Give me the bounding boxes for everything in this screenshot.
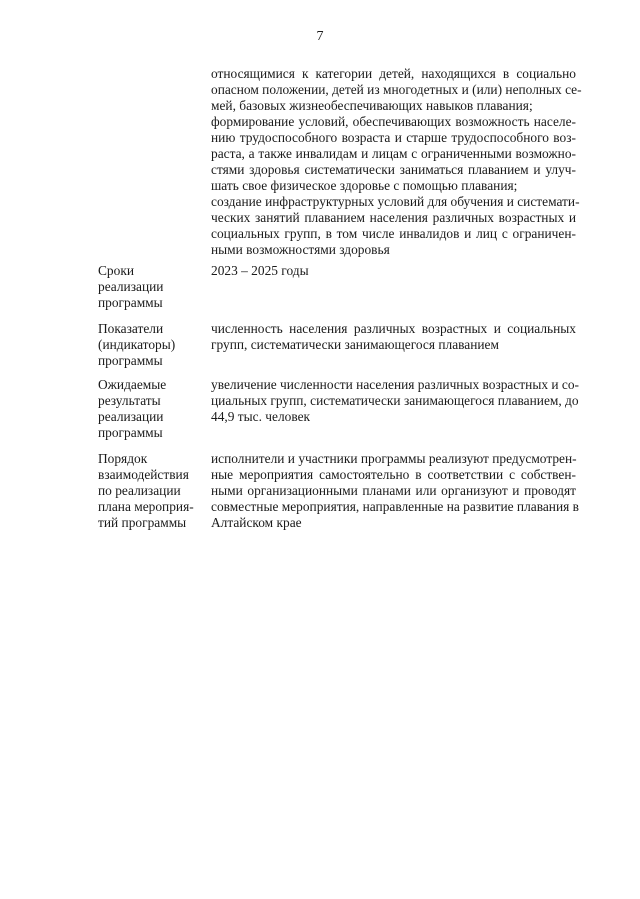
results-label-line: Ожидаемые xyxy=(98,377,167,392)
intro-line: ными возможностями здоровья xyxy=(211,242,390,257)
indicators-label-line: (индикаторы) xyxy=(98,337,176,352)
interaction-label-line: взаимодействия xyxy=(98,467,189,482)
results-label-line: результаты xyxy=(98,393,161,408)
intro-line: раста, а также инвалидам и лицам с ограниченными возможно- xyxy=(211,146,576,161)
intro-line: опасном положении, детей из многодетных и (или) неполных се- xyxy=(211,82,582,97)
interaction-value-line: совместные мероприятия, направленные на развитие плавания в xyxy=(211,499,579,514)
intro-line: стями здоровья систематически заниматься плаванием и улуч- xyxy=(211,162,576,177)
interaction-value-line: Алтайском крае xyxy=(211,515,302,530)
period-label-line: реализации xyxy=(98,279,164,294)
period-label-line: программы xyxy=(98,295,163,310)
interaction-value-line: ными организационными планами или организуют и проводят xyxy=(211,483,576,498)
intro-line: шать свое физическое здоровье с помощью плавания; xyxy=(211,178,518,193)
intro-line: мей, базовых жизнеобеспечивающих навыков плавания; xyxy=(211,98,533,113)
interaction-label-line: тий программы xyxy=(98,515,187,530)
intro-line: создание инфраструктурных условий для обучения и системати- xyxy=(211,194,580,209)
intro-line: нию трудоспособного возраста и старше трудоспособного воз- xyxy=(211,130,576,145)
results-label-line: программы xyxy=(98,425,163,440)
intro-line: относящимися к категории детей, находящихся в социально xyxy=(211,66,576,81)
interaction-value-line: ные мероприятия самостоятельно в соответствии с собствен- xyxy=(211,467,576,482)
interaction-label-line: плана мероприя- xyxy=(98,499,194,514)
indicators-value-line: численность населения различных возрастных и социальных xyxy=(211,321,576,336)
indicators-value-line: групп, систематически занимающегося плаванием xyxy=(211,337,499,352)
results-label-line: реализации xyxy=(98,409,164,424)
interaction-value-line: исполнители и участники программы реализуют предусмотрен- xyxy=(211,451,577,466)
period-value: 2023 – 2025 годы xyxy=(211,263,309,278)
period-label-line: Сроки xyxy=(98,263,134,278)
intro-line: ческих занятий плаванием населения различных возрастных и xyxy=(211,210,576,225)
indicators-label-line: программы xyxy=(98,353,163,368)
interaction-label-line: по реализации xyxy=(98,483,181,498)
page-number: 7 xyxy=(316,29,324,44)
indicators-label-line: Показатели xyxy=(98,321,164,336)
results-value-line: циальных групп, систематически занимающегося плаванием, до xyxy=(211,393,579,408)
results-value-line: увеличение численности населения различных возрастных и со- xyxy=(211,377,579,392)
intro-line: формирование условий, обеспечивающих возможность населе- xyxy=(211,114,576,129)
interaction-label-line: Порядок xyxy=(98,451,148,466)
results-value-line: 44,9 тыс. человек xyxy=(211,409,311,424)
intro-line: социальных групп, в том числе инвалидов и лиц с ограничен- xyxy=(211,226,576,241)
